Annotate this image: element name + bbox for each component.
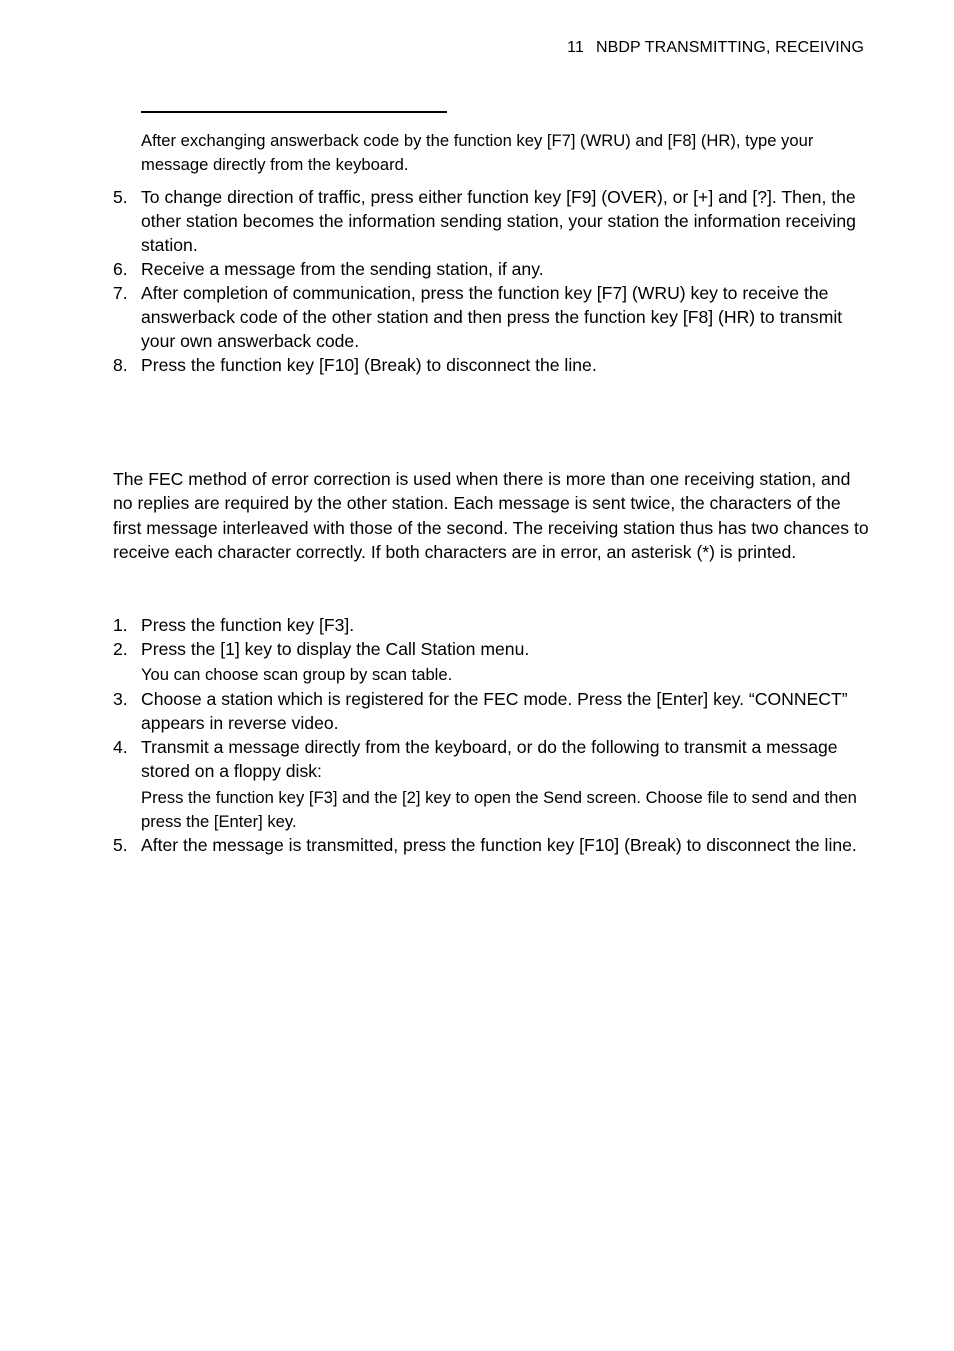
section-divider xyxy=(141,111,447,113)
list-item xyxy=(113,687,873,735)
list-item xyxy=(113,185,873,257)
chapter-number: 11 xyxy=(567,39,584,56)
step-text: After the message is transmitted, press the function key [F10] (Break) to disconnect the line. xyxy=(141,835,857,855)
step-text: Transmit a message directly from the keyboard, or do the following to transmit a message stored on a floppy disk: xyxy=(141,737,838,781)
step-note: Press the function key [F3] and the [2] key to open the Send screen. Choose file to send and then press the [Enter] key. xyxy=(141,788,857,831)
list-item xyxy=(113,353,873,377)
step-text: Choose a station which is registered for the FEC mode. Press the [Enter] key. “CONNECT” appears in reverse video. xyxy=(141,689,848,733)
fec-intro-paragraph: The FEC method of error correction is used when there is more than one receiving station, and no replies are required by the other station. Each message is sent twice, the characters of the first message interleaved with those of the second. The receiving station thus has two chances to receive each character correctly. If both characters are in error, an asterisk (*) is printed. xyxy=(113,469,869,563)
list-item xyxy=(113,637,873,661)
step-text: To change direction of traffic, press either function key [F9] (OVER), or [+] and [?]. Then, the other station becomes the information sending station, your station the information receiving station. xyxy=(141,187,856,255)
step-number: 6. xyxy=(113,259,128,279)
step-text: Press the [1] key to display the Call Station menu. xyxy=(141,639,530,659)
step-number: 7. xyxy=(113,283,128,303)
step-text: Press the function key [F3]. xyxy=(141,615,355,635)
list-item xyxy=(113,281,873,353)
list-item xyxy=(113,735,873,783)
step-number: 5. xyxy=(113,835,128,855)
running-header xyxy=(567,39,864,57)
step-note: After exchanging answerback code by the function key [F7] (WRU) and [F8] (HR), type your message directly from the keyboard. xyxy=(141,131,814,174)
step-number: 4. xyxy=(113,737,128,757)
step-note: You can choose scan group by scan table. xyxy=(141,665,453,684)
step-text: Receive a message from the sending station, if any. xyxy=(141,259,544,279)
step-number: 5. xyxy=(113,187,128,207)
list-item xyxy=(113,257,873,281)
step-text: After completion of communication, press the function key [F7] (WRU) key to receive the answerback code of the other station and then press the function key [F8] (HR) to transmit your own answerback code. xyxy=(141,283,843,351)
chapter-title: NBDP TRANSMITTING, RECEIVING xyxy=(595,39,864,56)
step-text: Press the function key [F10] (Break) to disconnect the line. xyxy=(141,355,597,375)
list-item xyxy=(113,833,873,857)
step-number: 8. xyxy=(113,355,128,375)
step-number: 2. xyxy=(113,639,128,659)
step-number: 3. xyxy=(113,689,128,709)
step-number: 1. xyxy=(113,615,128,635)
list-item xyxy=(113,613,873,637)
